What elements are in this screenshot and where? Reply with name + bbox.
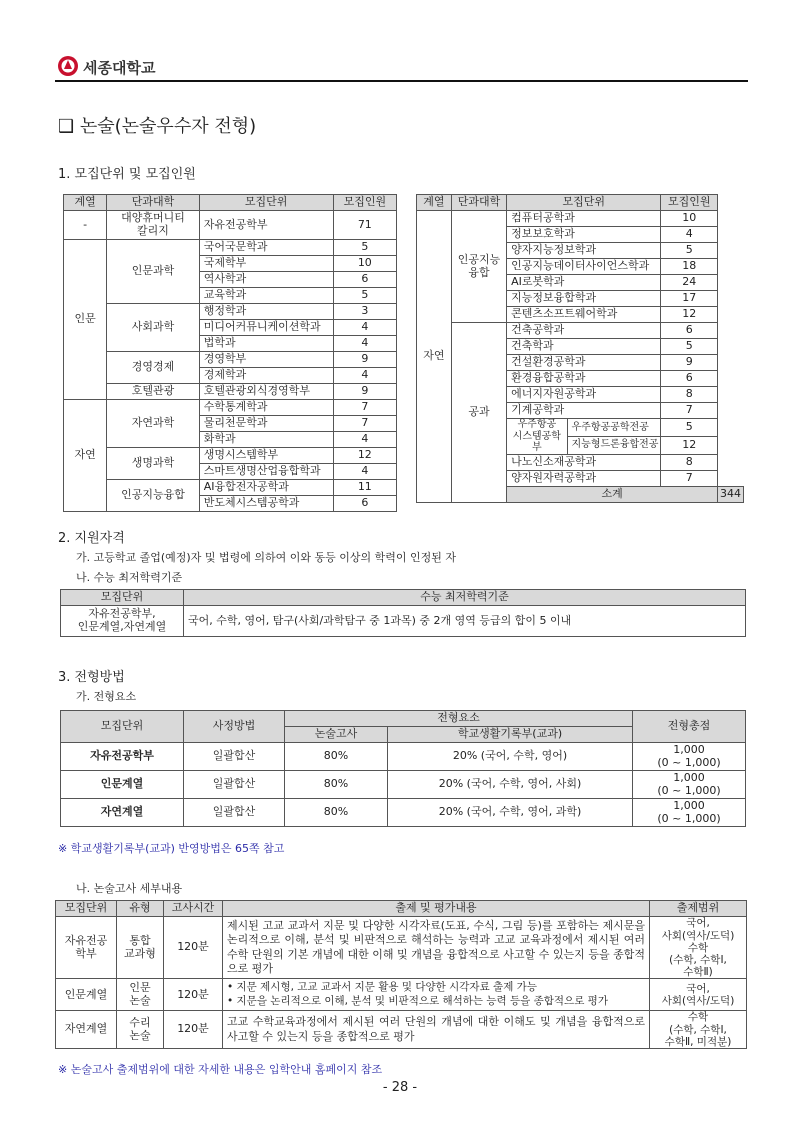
time-cell: 120분: [164, 979, 223, 1011]
unit-cell: 인문계열: [56, 979, 117, 1011]
count-cell: 12: [661, 307, 718, 323]
unit-cell: 건축학과: [507, 339, 661, 355]
col-header: 유형: [117, 901, 164, 917]
count-cell: 5: [661, 243, 718, 259]
unit-cell: 컴퓨터공학과: [507, 211, 661, 227]
unit-cell: 자유전공학부: [199, 211, 333, 240]
unit-cell: 정보보호학과: [507, 227, 661, 243]
section2-heading: 2. 지원자격: [58, 531, 125, 546]
eligibility-line-a: 가. 고등학교 졸업(예정)자 및 법령에 의하여 이와 동등 이상의 학력이 인정된 자: [76, 551, 456, 564]
college-cell: 생명과학: [107, 448, 200, 480]
college-cell: 인공지능 융합: [451, 211, 506, 323]
recruit-table-left: [63, 194, 397, 512]
content-bullet: • 지문을 논리적으로 이해, 분석 및 비판적으로 해석하는 능력 등을 종합적으로 평가: [227, 994, 608, 1007]
count-cell: 4: [333, 464, 396, 480]
essay-cell: 80%: [285, 743, 388, 771]
unit-cell: 지능형드론융합전공: [567, 436, 661, 454]
count-cell: 5: [333, 240, 396, 256]
college-cell: 자연과학: [107, 400, 200, 448]
elements-line: 가. 전형요소: [76, 690, 137, 703]
unit-cell: 미디어커뮤니케이션학과: [199, 320, 333, 336]
count-cell: 5: [661, 339, 718, 355]
header-rule: [55, 80, 748, 82]
section1-heading: 1. 모집단위 및 모집인원: [58, 167, 196, 182]
content-cell: 제시된 고교 교과서 지문 및 다양한 시각자료(도표, 수식, 그림 등)를 포함하는 제시문을 논리적으로 이해, 분석 및 비판적으로 해석하는 능력과 고교 교육과정에서 제시된 여러 수학 단원의 기본 개념에 대한 이해 및 개념을 융합적으로 사고할 수 있는지 등을 종합적으로 평가: [223, 917, 650, 979]
count-cell: 5: [661, 419, 718, 437]
count-cell: 12: [661, 436, 718, 454]
record-method-note: ※ 학교생활기록부(교과) 반영방법은 65쪽 참고: [58, 842, 285, 855]
record-cell: 20% (국어, 수학, 영어): [388, 743, 633, 771]
count-cell: 4: [333, 368, 396, 384]
record-cell: 20% (국어, 수학, 영어, 사회): [388, 771, 633, 799]
record-cell: 20% (국어, 수학, 영어, 과학): [388, 799, 633, 827]
count-cell: 4: [333, 320, 396, 336]
unit-cell: 경영학부: [199, 352, 333, 368]
col-header: 모집단위: [56, 901, 117, 917]
count-cell: 11: [333, 480, 396, 496]
recruit-table-right: [416, 194, 744, 503]
unit-cell: 지능정보융합학과: [507, 291, 661, 307]
col-header: 단과대학: [451, 195, 506, 211]
total-value: 344: [718, 486, 744, 502]
count-cell: 3: [333, 304, 396, 320]
col-header: 모집인원: [661, 195, 718, 211]
unit-cell: 양자원자력공학과: [507, 470, 661, 486]
col-header: 학교생활기록부(교과): [388, 727, 633, 743]
bullet-text: 지문 제시형, 고교 교과서 지문 활용 및 다양한 시각자료 출제 가능: [236, 981, 537, 994]
col-header: 출제 및 평가내용: [223, 901, 650, 917]
total-label: 소계: [507, 486, 718, 502]
unit-cell: 행정학과: [199, 304, 333, 320]
count-cell: 17: [661, 291, 718, 307]
time-cell: 120분: [164, 917, 223, 979]
eligibility-line-b: 나. 수능 최저학력기준: [76, 571, 183, 584]
unit-cell: 건설환경공학과: [507, 355, 661, 371]
col-header: 모집단위: [61, 590, 184, 606]
unit-cell: 자유전공 학부: [56, 917, 117, 979]
count-cell: 9: [333, 384, 396, 400]
count-cell: 24: [661, 275, 718, 291]
col-header: 모집단위: [507, 195, 661, 211]
unit-cell: 기계공학과: [507, 403, 661, 419]
group-cell: 자연: [417, 211, 452, 503]
unit-cell: 호텔관광외식경영학부: [199, 384, 333, 400]
count-cell: 10: [661, 211, 718, 227]
count-cell: 4: [333, 336, 396, 352]
content-bullet: • 지문 제시형, 고교 교과서 지문 활용 및 다양한 시각자료 출제 가능: [227, 981, 537, 994]
method-cell: 일괄합산: [184, 743, 285, 771]
type-cell: 인문 논술: [117, 979, 164, 1011]
bullet-text: 지문을 논리적으로 이해, 분석 및 비판적으로 해석하는 능력 등을 종합적으로 평가: [236, 994, 608, 1007]
content-cell: [223, 979, 650, 1011]
essay-details-line: 나. 논술고사 세부내용: [76, 882, 183, 895]
time-cell: 120분: [164, 1011, 223, 1048]
unit-cell: AI로봇학과: [507, 275, 661, 291]
college-cell: 인공지능융합: [107, 480, 200, 512]
unit-cell: 자연계열: [61, 799, 184, 827]
unit-cell: 국어국문학과: [199, 240, 333, 256]
method-cell: 일괄합산: [184, 799, 285, 827]
essay-cell: 80%: [285, 771, 388, 799]
count-cell: 8: [661, 387, 718, 403]
col-header: 사정방법: [184, 711, 285, 743]
total-cell: 1,000 (0 ~ 1,000): [633, 771, 746, 799]
logo-text: 세종대학교: [83, 59, 156, 77]
count-cell: 5: [333, 288, 396, 304]
col-header: 고사시간: [164, 901, 223, 917]
unit-cell: 인공지능데이터사이언스학과: [507, 259, 661, 275]
col-header: 전형요소: [285, 711, 633, 727]
college-cell: 호텔관광: [107, 384, 200, 400]
col-header: 단과대학: [107, 195, 200, 211]
count-cell: 6: [661, 371, 718, 387]
unit-cell: 법학과: [199, 336, 333, 352]
total-cell: 1,000 (0 ~ 1,000): [633, 799, 746, 827]
unit-cell: 자유전공학부: [61, 743, 184, 771]
unit-cell: 자유전공학부, 인문계열,자연계열: [61, 606, 184, 637]
count-cell: 7: [333, 400, 396, 416]
essay-details-table: [55, 900, 747, 1049]
content-cell: 고교 수학교육과정에서 제시된 여러 단원의 개념에 대한 이해도 및 개념을 융합적으로 사고할 수 있는지 등을 종합적으로 평가: [223, 1011, 650, 1048]
type-cell: 통합 교과형: [117, 917, 164, 979]
csat-minimum-table: [60, 589, 746, 637]
count-cell: 6: [333, 272, 396, 288]
count-cell: 6: [661, 323, 718, 339]
college-cell: 사회과학: [107, 304, 200, 352]
col-header: 모집인원: [333, 195, 396, 211]
col-header: 출제범위: [650, 901, 747, 917]
unit-cell: 양자지능정보학과: [507, 243, 661, 259]
type-cell: 수리 논술: [117, 1011, 164, 1048]
college-cell: 대양휴머니티 칼리지: [107, 211, 200, 240]
unit-cell: 자연계열: [56, 1011, 117, 1048]
unit-cell: 화학과: [199, 432, 333, 448]
unit-cell: 수학통계학과: [199, 400, 333, 416]
essay-range-note: ※ 논술고사 출제범위에 대한 자세한 내용은 입학안내 홈페이지 참조: [58, 1063, 383, 1076]
university-logo-icon: [57, 55, 79, 77]
count-cell: 71: [333, 211, 396, 240]
range-cell: 수학 (수학, 수학Ⅰ, 수학Ⅱ, 미적분): [650, 1011, 747, 1048]
col-header: 논술고사: [285, 727, 388, 743]
range-cell: 국어, 사회(역사/도덕): [650, 979, 747, 1011]
group-cell: 자연: [64, 400, 107, 512]
unit-cell: 생명시스템학부: [199, 448, 333, 464]
col-header: 모집단위: [61, 711, 184, 743]
count-cell: 7: [333, 416, 396, 432]
criteria-cell: 국어, 수학, 영어, 탐구(사회/과학탐구 중 1과목) 중 2개 영역 등급의 합이 5 이내: [184, 606, 746, 637]
method-cell: 일괄합산: [184, 771, 285, 799]
count-cell: 18: [661, 259, 718, 275]
unit-cell: 스마트생명산업융합학과: [199, 464, 333, 480]
unit-cell: 역사학과: [199, 272, 333, 288]
page-number: - 28 -: [382, 1080, 418, 1095]
count-cell: 7: [661, 403, 718, 419]
count-cell: 10: [333, 256, 396, 272]
page-title: ❑ 논술(논술우수자 전형): [58, 116, 257, 137]
count-cell: 6: [333, 496, 396, 512]
unit-cell: 인문계열: [61, 771, 184, 799]
range-cell: 국어, 사회(역사/도덕) 수학 (수학, 수학Ⅰ, 수학Ⅱ): [650, 917, 747, 979]
total-cell: 1,000 (0 ~ 1,000): [633, 743, 746, 771]
unit-cell: 경제학과: [199, 368, 333, 384]
count-cell: 8: [661, 454, 718, 470]
unit-cell: 반도체시스템공학과: [199, 496, 333, 512]
unit-cell: 환경융합공학과: [507, 371, 661, 387]
count-cell: 9: [333, 352, 396, 368]
count-cell: 4: [661, 227, 718, 243]
count-cell: 7: [661, 470, 718, 486]
group-cell: 인문: [64, 240, 107, 400]
col-header: 계열: [417, 195, 452, 211]
count-cell: 4: [333, 432, 396, 448]
unit-cell: AI융합전자공학과: [199, 480, 333, 496]
college-cell: 경영경제: [107, 352, 200, 384]
unit-cell: 국제학부: [199, 256, 333, 272]
header: [55, 54, 748, 80]
unit-cell: 물리천문학과: [199, 416, 333, 432]
group-cell: -: [64, 211, 107, 240]
unit-cell: 교육학과: [199, 288, 333, 304]
unit-cell: 콘텐츠소프트웨어학과: [507, 307, 661, 323]
college-cell: 공과: [451, 323, 506, 503]
col-header: 수능 최저학력기준: [184, 590, 746, 606]
college-cell: 인문과학: [107, 240, 200, 304]
essay-cell: 80%: [285, 799, 388, 827]
unit-cell: 건축공학과: [507, 323, 661, 339]
unit-cell: 나노신소재공학과: [507, 454, 661, 470]
selection-elements-table: [60, 710, 746, 827]
unit-cell: 에너지자원공학과: [507, 387, 661, 403]
unit-cell: 우주항공 시스템공학부: [507, 419, 567, 455]
col-header: 계열: [64, 195, 107, 211]
col-header: 모집단위: [199, 195, 333, 211]
section3-heading: 3. 전형방법: [58, 670, 125, 685]
col-header: 전형총점: [633, 711, 746, 743]
count-cell: 12: [333, 448, 396, 464]
unit-cell: 우주항공공학전공: [567, 419, 661, 437]
count-cell: 9: [661, 355, 718, 371]
